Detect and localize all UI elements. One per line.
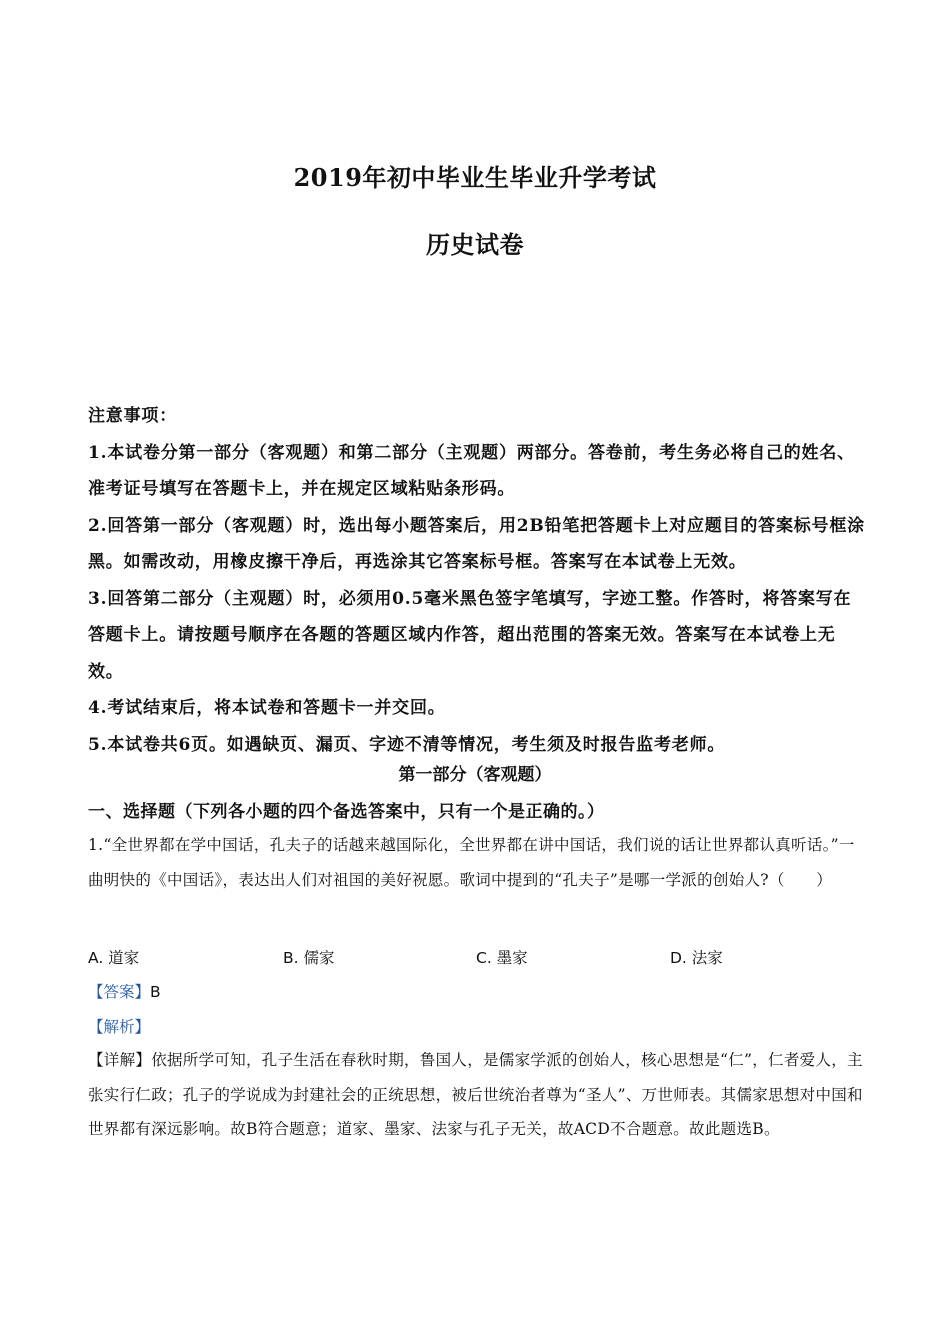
analysis-line <box>88 1015 150 1037</box>
notice-item: 4.考试结束后，将本试卷和答题卡一并交回。 <box>88 698 446 718</box>
part-title: 一、选择题（下列各小题的四个备选答案中，只有一个是正确的。） <box>88 802 605 822</box>
question-stem: 1.“全世界都在学中国话，孔夫子的话越来越国际化，全世界都在讲中国话，我们说的话让世界都认真听话。”一曲明快的《中国话》，表达出人们对祖国的美好祝愿。歌词中提到的“孔夫子”是哪一学派的创始人?（ ） <box>88 836 855 889</box>
notice-heading: 注意事项： <box>88 406 177 426</box>
option-a: A. 道家 <box>88 949 140 967</box>
notice-item: 1.本试卷分第一部分（客观题）和第二部分（主观题）两部分。答卷前，考生务必将自己的姓名、准考证号填写在答题卡上，并在规定区域粘贴条形码。 <box>88 442 855 499</box>
answer-options <box>88 940 868 974</box>
answer-value: B <box>150 983 161 1001</box>
notice-item: 2.回答第一部分（客观题）时，选出每小题答案后，用2B铅笔把答题卡上对应题目的答案标号框涂黑。如需改动，用橡皮擦干净后，再选涂其它答案标号框。答案写在本试卷上无效。 <box>88 515 865 572</box>
option-c: C. 墨家 <box>476 949 528 967</box>
analysis-label: 【解析】 <box>88 1018 151 1036</box>
option-b: B. 儒家 <box>283 949 335 967</box>
notice-item: 3.回答第二部分（主观题）时，必须用0.5毫米黑色签字笔填写，字迹工整。作答时，将答案写在答题卡上。请按题号顺序在各题的答题区域内作答，超出范围的答案无效。答案写在本试卷上无效。 <box>88 588 852 682</box>
exam-title: 2019年初中毕业生毕业升学考试 <box>293 163 657 192</box>
notice-block <box>88 398 868 763</box>
answer-label: 【答案】 <box>88 983 151 1001</box>
detail-explanation: 【详解】依据所学可知，孔子生活在春秋时期，鲁国人，是儒家学派的创始人，核心思想是“仁”，仁者爱人，主张实行仁政；孔子的学说成为封建社会的正统思想，被后世统治者尊为“圣人”、万世师表。其儒家思想对中国和世界都有深远影响。故B符合题意；道家、墨家、法家与孔子无关，故ACD不合题意。故此题选B。 <box>88 1051 863 1138</box>
exam-subtitle: 历史试卷 <box>426 230 524 259</box>
section-title: 第一部分（客观题） <box>398 765 552 785</box>
notice-item: 5.本试卷共6页。如遇缺页、漏页、字迹不清等情况，考生须及时报告监考老师。 <box>88 734 726 755</box>
option-d: D. 法家 <box>670 949 723 967</box>
answer-line <box>88 980 161 1002</box>
